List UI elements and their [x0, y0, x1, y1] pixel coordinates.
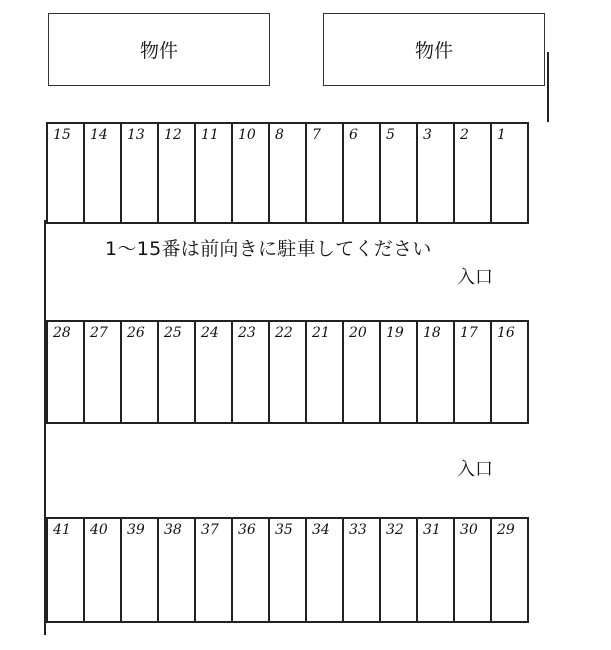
parking-space — [492, 519, 529, 621]
parking-row-3 — [46, 517, 529, 623]
entrance-label-bottom: 入口 — [457, 459, 493, 480]
parking-space-number: 13 — [127, 127, 145, 143]
parking-space — [122, 124, 159, 222]
parking-space — [233, 124, 270, 222]
parking-space-number: 16 — [497, 325, 515, 341]
parking-space — [307, 124, 344, 222]
parking-space-number: 18 — [423, 325, 441, 341]
parking-space — [48, 519, 85, 621]
parking-space — [159, 124, 196, 222]
parking-space — [85, 124, 122, 222]
parking-space-number: 20 — [349, 325, 367, 341]
parking-space — [196, 519, 233, 621]
parking-notice: 1～15番は前向きに駐車してください — [105, 238, 432, 260]
entrance-label-top: 入口 — [457, 267, 493, 288]
parking-space — [196, 124, 233, 222]
parking-space-number: 11 — [201, 127, 219, 143]
parking-space-number: 19 — [386, 325, 404, 341]
parking-space-number: 2 — [460, 127, 469, 143]
parking-space-number: 33 — [349, 522, 367, 538]
parking-row-2 — [46, 320, 529, 424]
parking-space-number: 17 — [460, 325, 478, 341]
parking-space — [270, 322, 307, 422]
parking-space — [85, 519, 122, 621]
parking-space-number: 5 — [386, 127, 395, 143]
parking-space — [418, 124, 455, 222]
parking-space — [85, 322, 122, 422]
parking-space — [270, 519, 307, 621]
parking-space — [233, 519, 270, 621]
parking-space — [418, 519, 455, 621]
parking-space — [307, 322, 344, 422]
parking-space-number: 34 — [312, 522, 330, 538]
parking-space — [344, 519, 381, 621]
parking-space-number: 30 — [460, 522, 478, 538]
parking-space-number: 10 — [238, 127, 256, 143]
parking-space — [381, 124, 418, 222]
parking-space-number: 38 — [164, 522, 182, 538]
parking-space — [455, 124, 492, 222]
parking-space-number: 36 — [238, 522, 256, 538]
parking-space-number: 3 — [423, 127, 432, 143]
parking-space — [381, 322, 418, 422]
parking-space — [159, 519, 196, 621]
parking-space-number: 15 — [53, 127, 71, 143]
parking-space — [492, 124, 529, 222]
building-left — [48, 13, 270, 86]
building-right-label: 物件 — [414, 40, 453, 62]
parking-space — [344, 322, 381, 422]
parking-space-number: 31 — [423, 522, 441, 538]
parking-space — [196, 322, 233, 422]
parking-space-number: 8 — [275, 127, 284, 143]
parking-space-number: 25 — [164, 325, 182, 341]
parking-space-number: 29 — [497, 522, 515, 538]
parking-space-number: 14 — [90, 127, 108, 143]
parking-space-number: 40 — [90, 522, 108, 538]
parking-space-number: 28 — [53, 325, 71, 341]
parking-space — [381, 519, 418, 621]
parking-space-number: 21 — [312, 325, 330, 341]
parking-space — [307, 519, 344, 621]
parking-space-number: 12 — [164, 127, 182, 143]
parking-space — [122, 519, 159, 621]
parking-space-number: 35 — [275, 522, 293, 538]
parking-space-number: 24 — [201, 325, 219, 341]
parking-space — [492, 322, 529, 422]
parking-space — [270, 124, 307, 222]
parking-space — [48, 124, 85, 222]
parking-space — [233, 322, 270, 422]
parking-space — [418, 322, 455, 422]
parking-space-number: 41 — [53, 522, 71, 538]
parking-space — [344, 124, 381, 222]
building-left-label: 物件 — [139, 40, 178, 62]
parking-space-number: 23 — [238, 325, 256, 341]
parking-space-number: 1 — [497, 127, 506, 143]
parking-space — [122, 322, 159, 422]
right-boundary-line — [547, 52, 549, 122]
parking-space — [455, 322, 492, 422]
parking-row-1 — [46, 122, 529, 224]
parking-space-number: 7 — [312, 127, 321, 143]
parking-space — [159, 322, 196, 422]
parking-space-number: 6 — [349, 127, 358, 143]
parking-space-number: 22 — [275, 325, 293, 341]
parking-space-number: 26 — [127, 325, 145, 341]
building-right — [323, 13, 545, 86]
parking-space-number: 39 — [127, 522, 145, 538]
parking-space — [48, 322, 85, 422]
parking-space — [455, 519, 492, 621]
parking-space-number: 37 — [201, 522, 219, 538]
parking-space-number: 32 — [386, 522, 404, 538]
parking-space-number: 27 — [90, 325, 108, 341]
